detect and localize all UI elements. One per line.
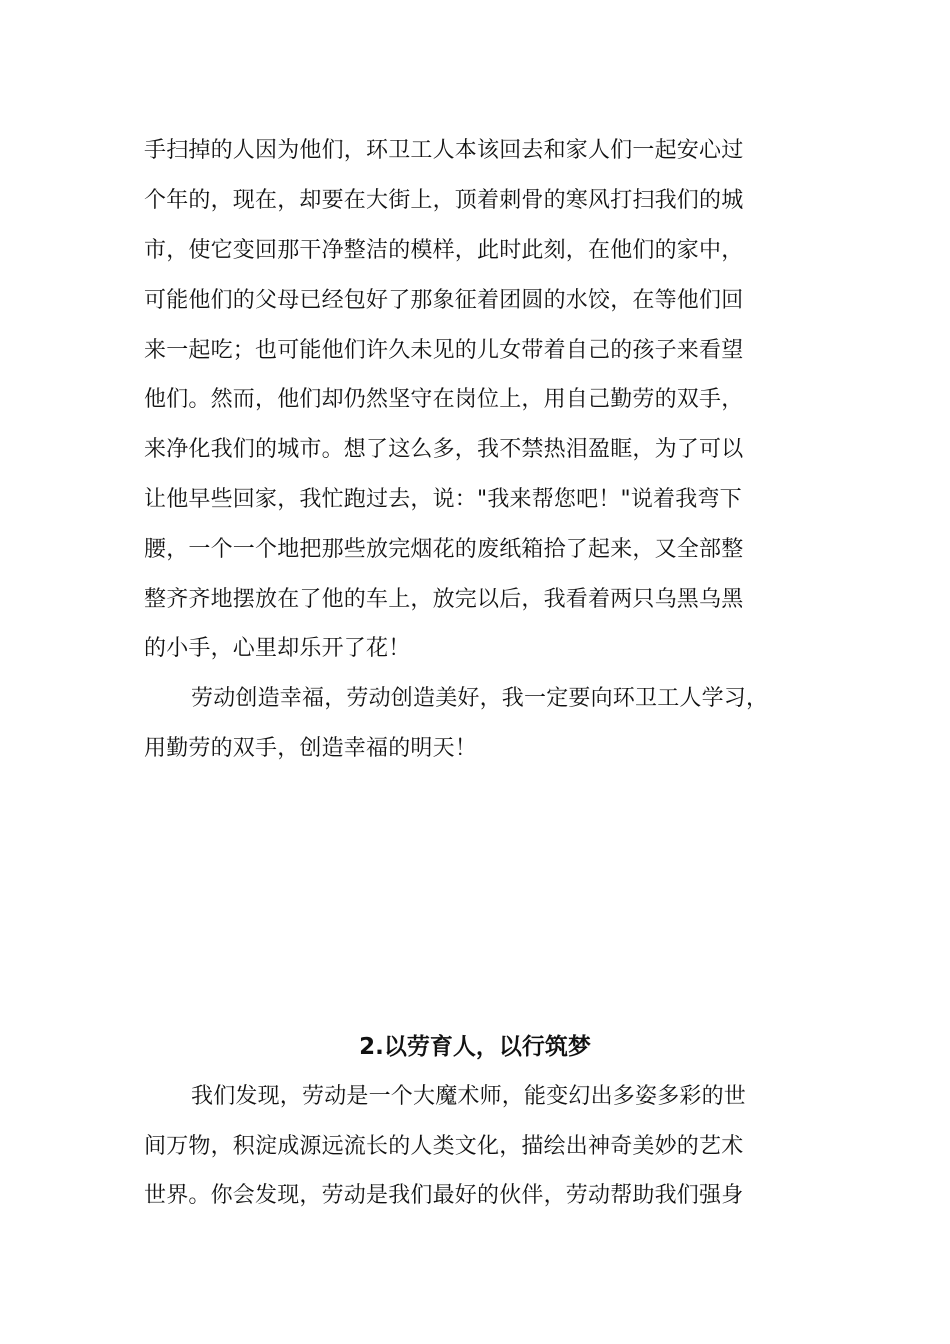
body-text-line: 来净化我们的城市。想了这么多，我不禁热泪盈眶，为了可以 xyxy=(144,437,744,462)
body-text-line: 世界。你会发现，劳动是我们最好的伙伴，劳动帮助我们强身 xyxy=(144,1183,744,1208)
body-text-line: 我们发现，劳动是一个大魔术师，能变幻出多姿多彩的世 xyxy=(191,1084,747,1109)
body-text-line: 的小手，心里却乐开了花！ xyxy=(144,636,411,661)
body-text-line: 腰，一个一个地把那些放完烟花的废纸箱拾了起来，又全部整 xyxy=(144,537,744,562)
body-text-line: 他们。然而，他们却仍然坚守在岗位上，用自己勤劳的双手， xyxy=(144,387,744,412)
body-text-line: 手扫掉的人因为他们，环卫工人本该回去和家人们一起安心过 xyxy=(144,138,744,163)
body-text-line: 个年的，现在，却要在大街上，顶着刺骨的寒风打扫我们的城 xyxy=(144,188,744,213)
body-text-line: 间万物，积淀成源远流长的人类文化，描绘出神奇美妙的艺术 xyxy=(144,1134,744,1159)
body-text-line: 来一起吃；也可能他们许久未见的儿女带着自己的孩子来看望 xyxy=(144,338,744,363)
body-text-line: 可能他们的父母已经包好了那象征着团圆的水饺，在等他们回 xyxy=(144,288,744,313)
section-heading: 2.以劳育人，以行筑梦 xyxy=(359,1034,591,1060)
body-text-line: 整齐齐地摆放在了他的车上，放完以后，我看着两只乌黑乌黑 xyxy=(144,587,744,612)
body-text-line: 让他早些回家，我忙跑过去，说："我来帮您吧！"说着我弯下 xyxy=(144,487,742,512)
body-text-line: 劳动创造幸福，劳动创造美好，我一定要向环卫工人学习， xyxy=(191,686,769,711)
body-text-line: 市，使它变回那干净整洁的模样，此时此刻，在他们的家中， xyxy=(144,238,744,263)
body-text-line: 用勤劳的双手，创造幸福的明天！ xyxy=(144,736,478,761)
